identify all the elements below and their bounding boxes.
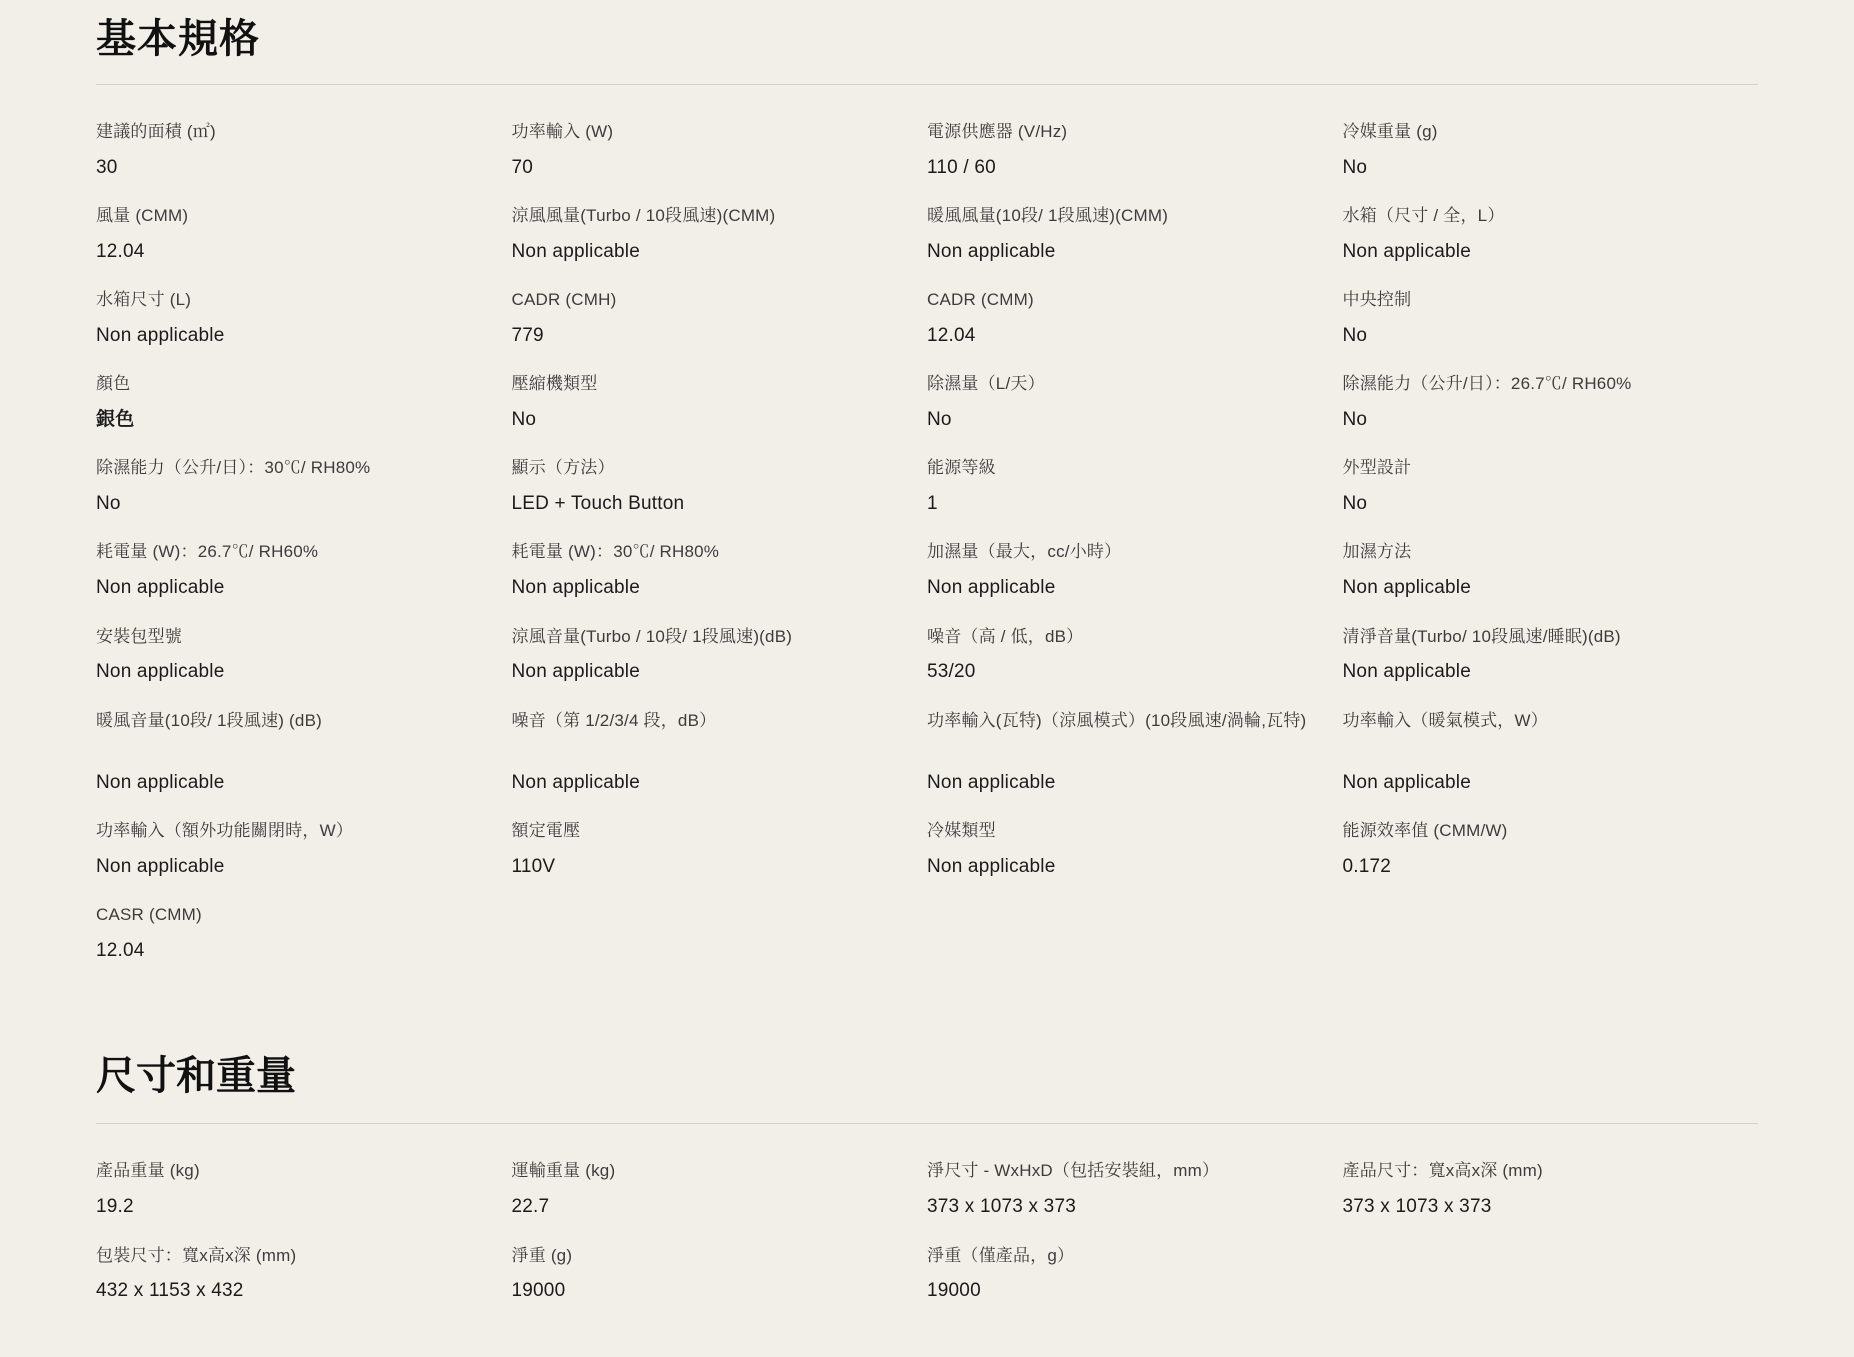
spec-value: Non applicable (1342, 771, 1471, 793)
dim-column-4 (1343, 1158, 1759, 1326)
spec-label: 功率輸入（額外功能關閉時，W） (96, 821, 354, 841)
spec-label: 除濕能力（公升/日）：26.7℃/ RH60% (1342, 374, 1632, 394)
spec-value: No (1342, 156, 1368, 178)
spec-item (512, 818, 902, 880)
spec-item (512, 1158, 902, 1220)
spec-item (927, 119, 1317, 181)
spec-value: 12.04 (96, 939, 145, 961)
spec-value: Non applicable (511, 240, 640, 262)
spec-item (1343, 203, 1733, 265)
spec-value: 19000 (927, 1280, 981, 1302)
spec-column-2 (512, 119, 928, 986)
spec-label: 水箱尺寸 (L) (96, 290, 192, 310)
spec-label: 顯示（方法） (511, 458, 615, 478)
spec-label: 暖風風量(10段/ 1段風速)(CMM) (927, 206, 1169, 226)
spec-label: 外型設計 (1342, 458, 1412, 478)
spec-label: 淨尺寸 - WxHxD（包括安裝組，mm） (927, 1161, 1220, 1181)
spec-item (1343, 287, 1733, 349)
spec-label: 水箱（尺寸 / 全，L） (1342, 206, 1505, 226)
spec-value: Non applicable (96, 771, 225, 793)
spec-label: CADR (CMM) (927, 290, 1034, 310)
spec-item (96, 1158, 486, 1220)
section-title-basic-specs: 基本規格 (96, 17, 260, 61)
spec-item (1343, 455, 1733, 517)
spec-value: 373 x 1073 x 373 (927, 1195, 1076, 1217)
spec-value: Non applicable (96, 576, 225, 598)
spec-value: 22.7 (511, 1195, 550, 1217)
spec-label: 功率輸入（暖氣模式，W） (1342, 710, 1548, 730)
spec-label: 額定電壓 (511, 821, 581, 841)
spec-label: 功率輸入 (W) (511, 122, 614, 141)
spec-label: 產品尺寸：寬x高x深 (mm) (1342, 1161, 1543, 1181)
spec-label: 建議的面積 (㎡) (96, 122, 216, 141)
spec-label: 耗電量 (W)：30℃/ RH80% (511, 542, 720, 562)
spec-value: No (927, 408, 952, 430)
spec-item (512, 371, 902, 433)
section-spacer (0, 986, 1854, 1044)
section-dimensions-weight (0, 1044, 1854, 1326)
spec-item (512, 539, 902, 601)
spec-value: No (1342, 492, 1368, 514)
spec-item (96, 902, 486, 964)
spec-label: 運輸重量 (kg) (511, 1161, 616, 1181)
spec-value: 銀色 (96, 408, 135, 430)
spec-value: 110V (511, 855, 556, 877)
spec-label: 噪音（高 / 低，dB） (927, 626, 1084, 646)
spec-value: 19.2 (96, 1195, 134, 1217)
spec-value: 110 / 60 (927, 156, 996, 178)
spec-column-3 (927, 119, 1343, 986)
spec-item (927, 287, 1317, 349)
spec-label: 淨重（僅產品，g） (927, 1245, 1075, 1265)
spec-label: CADR (CMH) (511, 290, 617, 310)
spec-label: 涼風音量(Turbo / 10段/ 1段風速)(dB) (511, 626, 793, 646)
spec-item (1343, 624, 1733, 686)
spec-value: No (1342, 324, 1368, 346)
dim-column-2 (512, 1158, 928, 1326)
spec-value: Non applicable (927, 576, 1056, 598)
spec-item (1343, 1158, 1733, 1220)
spec-label: CASR (CMM) (96, 905, 202, 925)
spec-item (1343, 119, 1733, 181)
spec-item (512, 287, 902, 349)
spec-value: 53/20 (927, 661, 976, 683)
spec-item (927, 371, 1317, 433)
spec-label: 功率輸入(瓦特)（涼風模式）(10段風速/渦輪,瓦特) (927, 710, 1307, 730)
spec-item (927, 818, 1317, 880)
spec-value: Non applicable (927, 240, 1056, 262)
spec-label: 除濕量（L/天） (927, 374, 1045, 394)
spec-item (512, 1243, 902, 1305)
spec-label: 風量 (CMM) (96, 206, 189, 226)
spec-item (927, 1158, 1317, 1220)
spec-value: Non applicable (1342, 661, 1471, 683)
spec-item (96, 624, 486, 686)
dim-column-3 (927, 1158, 1343, 1326)
spec-value: 1 (927, 492, 938, 514)
spec-item (1343, 818, 1733, 880)
spec-item (96, 818, 486, 880)
spec-item (927, 708, 1317, 797)
spec-value: No (96, 492, 121, 514)
spec-label: 能源等級 (927, 458, 996, 478)
spec-value: No (511, 408, 537, 430)
spec-label: 安裝包型號 (96, 626, 182, 646)
spec-value: 779 (511, 324, 544, 346)
spec-item (96, 708, 486, 797)
spec-item (96, 287, 486, 349)
spec-value: Non applicable (1342, 240, 1471, 262)
dim-column-1 (96, 1158, 512, 1326)
spec-value: 0.172 (1342, 855, 1392, 877)
spec-label: 電源供應器 (V/Hz) (927, 122, 1068, 141)
spec-column-4 (1343, 119, 1759, 986)
spec-item (927, 455, 1317, 517)
spec-item (96, 539, 486, 601)
spec-item (512, 708, 902, 797)
spec-item (1343, 708, 1733, 797)
spec-label: 冷媒重量 (g) (1342, 122, 1438, 141)
spec-label: 清淨音量(Turbo/ 10段風速/睡眠)(dB) (1342, 626, 1621, 646)
spec-value: Non applicable (511, 576, 640, 598)
section-title-dimensions: 尺寸和重量 (96, 1054, 296, 1099)
spec-value: 12.04 (927, 324, 976, 346)
dimensions-grid (96, 1124, 1758, 1326)
spec-column-1 (96, 119, 512, 986)
spec-item-color (96, 371, 486, 433)
spec-value: Non applicable (96, 661, 225, 683)
spec-value: No (1342, 408, 1368, 430)
spec-label: 顏色 (96, 374, 131, 394)
spec-label: 噪音（第 1/2/3/4 段，dB） (511, 710, 717, 730)
spec-label: 加濕量（最大，cc/小時） (927, 542, 1122, 562)
spec-value: Non applicable (1342, 576, 1471, 598)
bottom-spacer (0, 1327, 1854, 1357)
spec-value: Non applicable (927, 855, 1056, 877)
spec-item (512, 203, 902, 265)
spec-label: 壓縮機類型 (511, 374, 598, 394)
spec-label: 中央控制 (1342, 290, 1412, 310)
spec-value: LED + Touch Button (511, 492, 685, 514)
spec-label: 包裝尺寸：寬x高x深 (mm) (96, 1245, 297, 1265)
spec-item (96, 203, 486, 265)
spec-label: 耗電量 (W)：26.7℃/ RH60% (96, 542, 319, 562)
spec-item (96, 455, 486, 517)
spec-item (927, 203, 1317, 265)
spec-value: Non applicable (927, 771, 1056, 793)
spec-value: Non applicable (511, 661, 640, 683)
spec-value: Non applicable (511, 771, 640, 793)
spec-label: 冷媒類型 (927, 821, 996, 841)
spec-value: 373 x 1073 x 373 (1342, 1195, 1492, 1217)
spec-label: 淨重 (g) (511, 1245, 573, 1265)
spec-item (1343, 371, 1733, 433)
spec-item (96, 1243, 486, 1305)
spec-item (927, 624, 1317, 686)
spec-label: 涼風風量(Turbo / 10段風速)(CMM) (511, 206, 776, 226)
spec-item (512, 119, 902, 181)
spec-label: 除濕能力（公升/日）：30℃/ RH80% (96, 458, 371, 478)
spec-item (512, 624, 902, 686)
spec-item (927, 539, 1317, 601)
spec-value: 432 x 1153 x 432 (96, 1280, 244, 1302)
spec-label: 加濕方法 (1342, 542, 1412, 562)
spec-label: 暖風音量(10段/ 1段風速) (dB) (96, 710, 322, 730)
spec-value: 70 (511, 156, 534, 178)
spec-value: 30 (96, 156, 118, 178)
basic-specs-grid (96, 85, 1758, 986)
spec-value: Non applicable (96, 324, 225, 346)
spec-label: 產品重量 (kg) (96, 1161, 200, 1181)
spec-value: 19000 (511, 1280, 566, 1302)
spec-label: 能源效率值 (CMM/W) (1342, 821, 1508, 841)
spec-value: 12.04 (96, 240, 145, 262)
spec-item (927, 1243, 1317, 1305)
spec-item (1343, 539, 1733, 601)
spec-item (512, 455, 902, 517)
spec-item (96, 119, 486, 181)
spec-value: Non applicable (96, 855, 225, 877)
